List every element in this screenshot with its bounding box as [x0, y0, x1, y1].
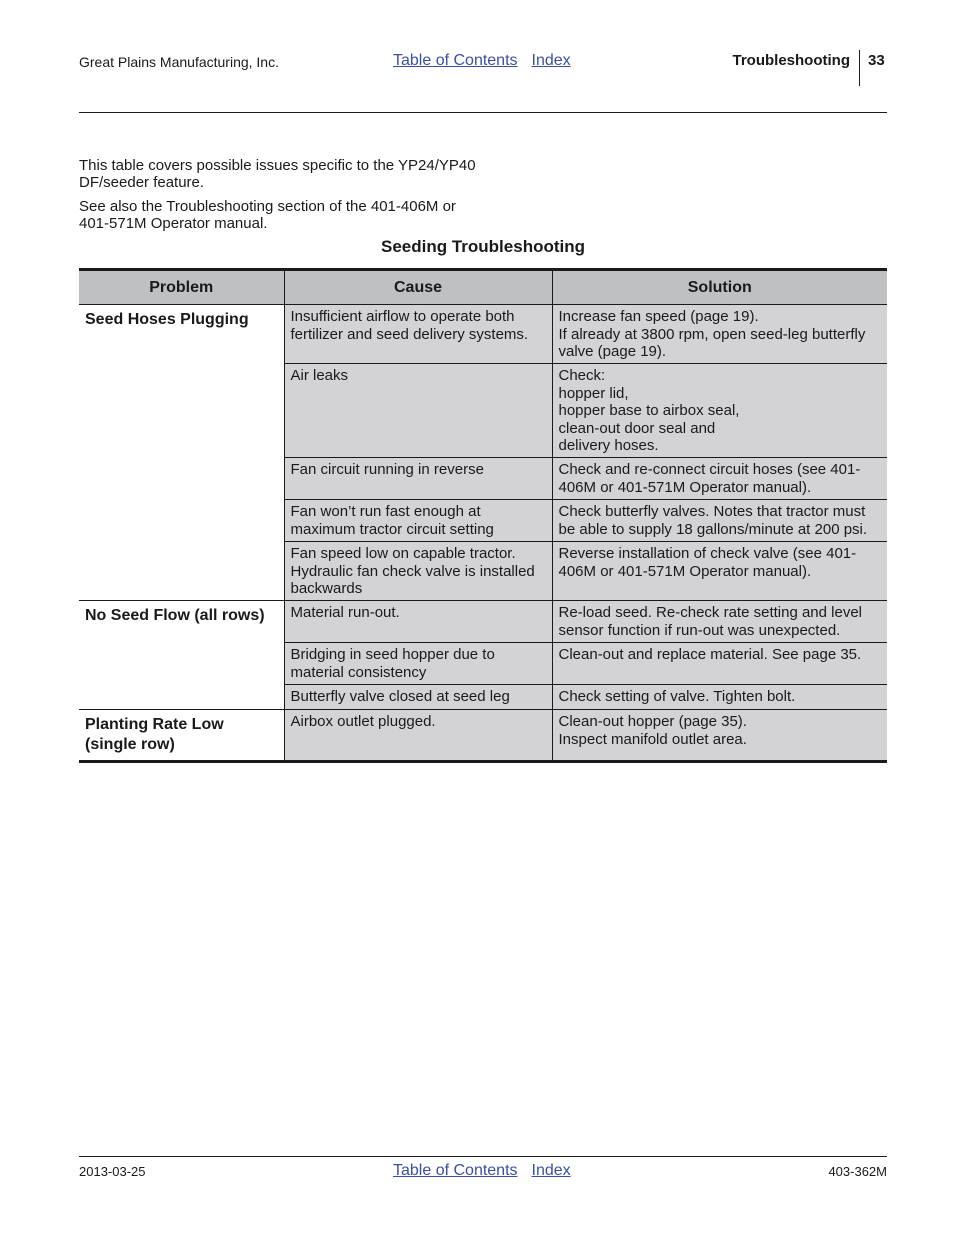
- column-header-problem: Problem: [79, 270, 284, 305]
- intro-paragraph-1: This table covers possible issues specific to the YP24/YP40 DF/seeder feature.: [79, 157, 476, 191]
- solution-cell: Check butterfly valves. Notes that tractor must be able to supply 18 gallons/minute at 200 psi.: [552, 500, 887, 542]
- cause-cell: Bridging in seed hopper due to material consistency: [284, 643, 552, 685]
- document-number: 403-362M: [828, 1164, 887, 1179]
- table-row: [79, 710, 887, 762]
- header-rule: [79, 112, 887, 113]
- problem-cell: Seed Hoses Plugging: [79, 305, 284, 601]
- table-header-row: [79, 270, 887, 305]
- cause-cell: Butterfly valve closed at seed leg: [284, 685, 552, 710]
- solution-cell: Re-load seed. Re-check rate setting and level sensor function if run-out was unexpected.: [552, 601, 887, 643]
- troubleshooting-table: [79, 268, 887, 763]
- column-header-cause: Cause: [284, 270, 552, 305]
- solution-cell: Increase fan speed (page 19). If already at 3800 rpm, open seed-leg butterfly valve (page 19).: [552, 305, 887, 364]
- table-title: Seeding Troubleshooting: [381, 237, 585, 256]
- header-toc-link[interactable]: Table of Contents: [393, 52, 518, 69]
- page-number: 33: [868, 52, 885, 69]
- solution-cell: Reverse installation of check valve (see 401-406M or 401-571M Operator manual).: [552, 542, 887, 601]
- footer-rule: [79, 1156, 887, 1157]
- header-divider: [859, 50, 860, 86]
- table-row: [79, 601, 887, 643]
- publication-date: 2013-03-25: [79, 1164, 146, 1179]
- cause-cell: Fan speed low on capable tractor. Hydraulic fan check valve is installed backwards: [284, 542, 552, 601]
- section-title: Troubleshooting: [732, 52, 850, 69]
- intro-paragraph-2: See also the Troubleshooting section of the 401-406M or 401-571M Operator manual.: [79, 198, 456, 232]
- company-name: Great Plains Manufacturing, Inc.: [79, 54, 279, 70]
- cause-cell: Insufficient airflow to operate both fertilizer and seed delivery systems.: [284, 305, 552, 364]
- cause-cell: Material run-out.: [284, 601, 552, 643]
- problem-cell: No Seed Flow (all rows): [79, 601, 284, 710]
- cause-cell: Airbox outlet plugged.: [284, 710, 552, 762]
- solution-cell: Check and re-connect circuit hoses (see 401-406M or 401-571M Operator manual).: [552, 458, 887, 500]
- cause-cell: Air leaks: [284, 364, 552, 458]
- problem-cell: Planting Rate Low (single row): [79, 710, 284, 762]
- footer-toc-link[interactable]: Table of Contents: [393, 1162, 518, 1179]
- solution-cell: Clean-out and replace material. See page 35.: [552, 643, 887, 685]
- header-nav: [393, 52, 571, 70]
- cause-cell: Fan circuit running in reverse: [284, 458, 552, 500]
- footer-index-link[interactable]: Index: [531, 1162, 571, 1179]
- solution-cell: Check setting of valve. Tighten bolt.: [552, 685, 887, 710]
- table-row: [79, 305, 887, 364]
- header-index-link[interactable]: Index: [531, 52, 571, 69]
- column-header-solution: Solution: [552, 270, 887, 305]
- solution-cell: Clean-out hopper (page 35). Inspect manifold outlet area.: [552, 710, 887, 762]
- footer-nav: [393, 1162, 571, 1180]
- solution-cell: Check: hopper lid, hopper base to airbox seal, clean-out door seal and delivery hoses.: [552, 364, 887, 458]
- cause-cell: Fan won’t run fast enough at maximum tractor circuit setting: [284, 500, 552, 542]
